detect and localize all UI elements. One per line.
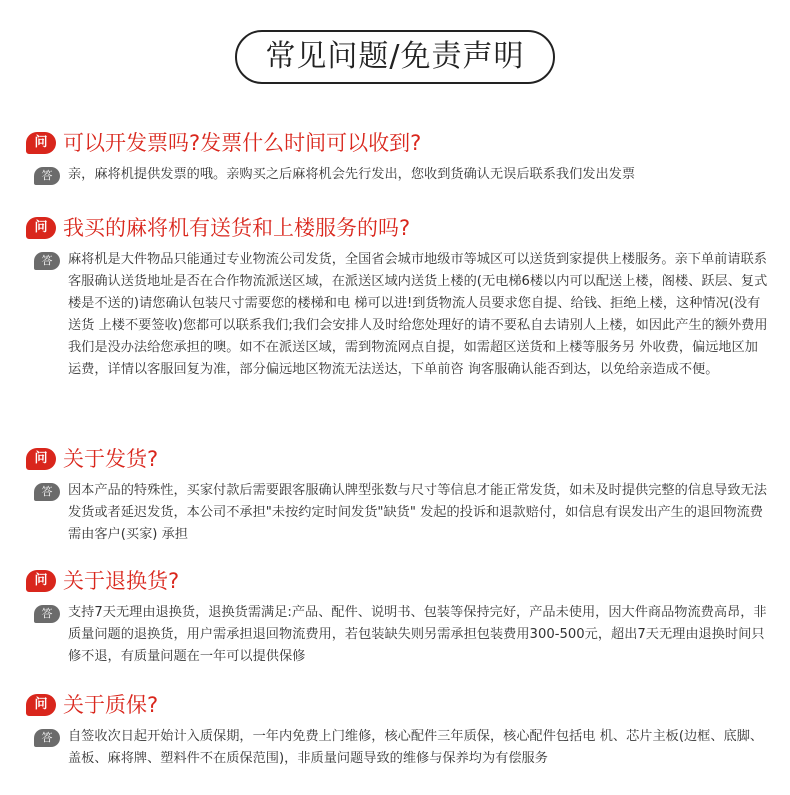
title-section [0, 30, 790, 84]
question-row [26, 213, 771, 243]
page-title: 常见问题/免责声明 [235, 30, 554, 84]
faq-item-invoice [26, 128, 771, 186]
faq-item-shipping [26, 444, 771, 546]
question-row [26, 690, 771, 720]
question-text: 关于质保? [63, 693, 159, 717]
question-badge-icon: 问 [26, 132, 56, 154]
answer-text: 亲，麻将机提供发票的哦。亲购买之后麻将机会先行发出，您收到货确认无误后联系我们发出发票 [68, 167, 636, 182]
answer-badge-icon: 答 [34, 483, 60, 501]
answer-row [26, 480, 771, 546]
question-row [26, 566, 771, 596]
answer-text: 支持7天无理由退换货，退换货需满足:产品、配件、说明书、包装等保持完好，产品未使用，因大件商品物流费高昂，非质量问题的退换货，用户需承担退回物流费用，若包装缺失则另需承担包装费用300-500元，超出7天无理由退换时间只修不退，有质量问题在一年可以提供保修 [68, 605, 767, 664]
answer-row [26, 726, 771, 770]
question-text: 关于退换货? [63, 569, 180, 593]
question-badge-icon: 问 [26, 570, 56, 592]
question-badge-icon: 问 [26, 448, 56, 470]
faq-item-returns [26, 566, 771, 668]
answer-text: 麻将机是大件物品只能通过专业物流公司发货，全国省会城市地级市等城区可以送货到家提供上楼服务。亲下单前请联系客服确认送货地址是否在合作物流派送区域，在派送区域内送货上楼的(无电梯6楼以内可以配送上楼，阁楼、跃层、复式楼是不送的)请您确认包装尺寸需要您的楼梯和电 梯可以进!到货物流人员要求您自提、给钱、拒绝上楼，这种情况(没有送货 上楼不要签收)您都可以联系我们;我们会安排人及时给您处理好的请不要私自去请别人上楼，如因此产生的额外费用我们是没办法给您承担的噢。如不在派送区域，需到物流网点自提，如需超区送货和上楼等服务另 外收费，偏远地区加运费，详情以客服回复为准，部分偏远地区物流无法送达，下单前咨 询客服确认能否到达，以免给亲造成不便。 [68, 252, 768, 377]
answer-row [26, 249, 771, 381]
question-badge-icon: 问 [26, 694, 56, 716]
answer-text: 因本产品的特殊性，买家付款后需要跟客服确认牌型张数与尺寸等信息才能正常发货，如未及时提供完整的信息导致无法发货或者延迟发货，本公司不承担"未按约定时间发货"缺货" 发起的投诉和退款赔付，如信息有误发出产生的退回物流费需由客户(买家) 承担 [68, 483, 767, 542]
question-row [26, 444, 771, 474]
question-text: 关于发货? [63, 447, 159, 471]
answer-row [26, 602, 771, 668]
answer-row [26, 164, 771, 186]
answer-badge-icon: 答 [34, 167, 60, 185]
question-row [26, 128, 771, 158]
answer-badge-icon: 答 [34, 729, 60, 747]
question-text: 可以开发票吗?发票什么时间可以收到? [63, 131, 422, 155]
answer-badge-icon: 答 [34, 605, 60, 623]
question-text: 我买的麻将机有送货和上楼服务的吗? [63, 216, 411, 240]
answer-text: 自签收次日起开始计入质保期，一年内免费上门维修，核心配件三年质保，核心配件包括电 机、芯片主板(边框、底脚、盖板、麻将牌、塑料件不在质保范围)，非质量问题导致的维修与保养均为有偿服务 [68, 729, 764, 766]
faq-item-warranty [26, 690, 771, 770]
question-badge-icon: 问 [26, 217, 56, 239]
answer-badge-icon: 答 [34, 252, 60, 270]
faq-item-delivery [26, 213, 771, 381]
